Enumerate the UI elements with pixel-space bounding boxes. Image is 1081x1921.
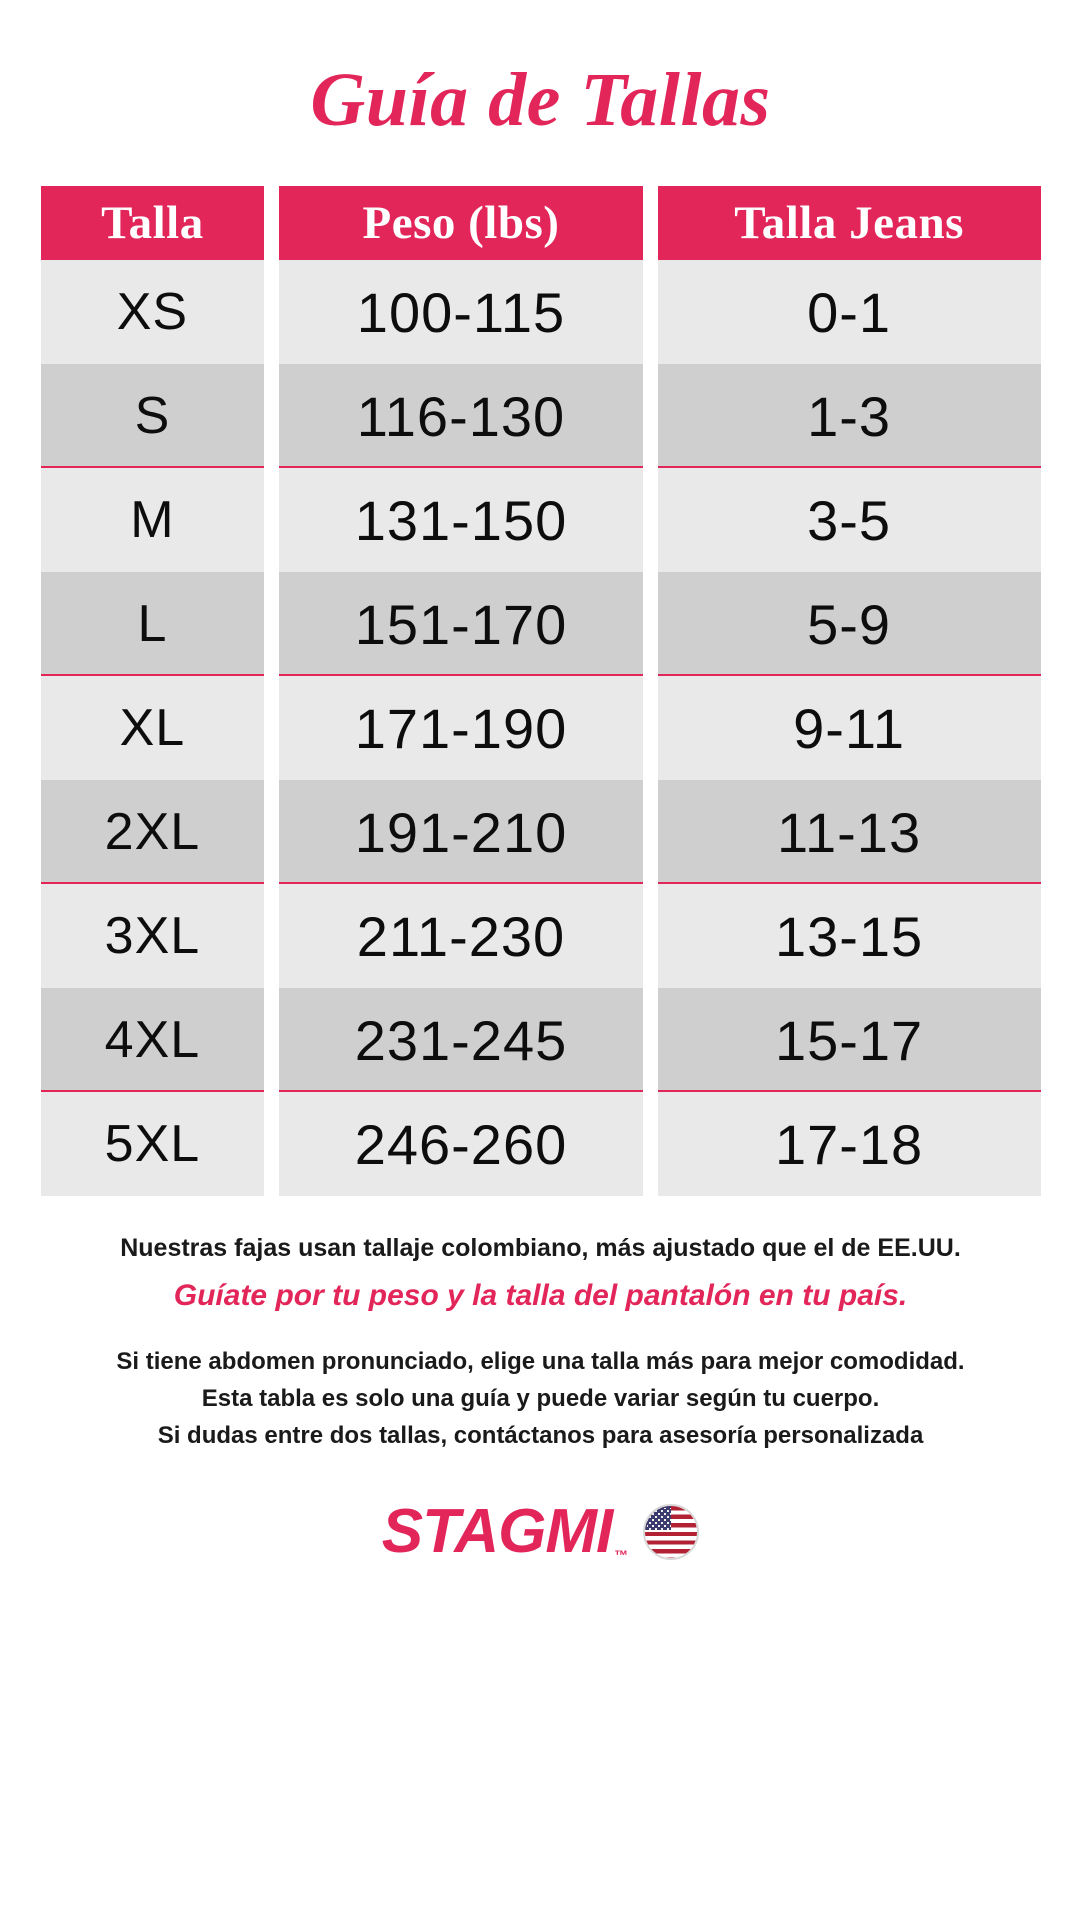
footer: [0, 1496, 1081, 1567]
note-variation: Esta tabla es solo una guía y puede variar según tu cuerpo.: [201, 1384, 880, 1412]
table-cell-jeans: 9-11: [658, 676, 1041, 780]
table-column-talla: [41, 186, 265, 1196]
column-header-peso: Peso (lbs): [279, 186, 642, 260]
table-cell-jeans: 5-9: [658, 572, 1041, 676]
column-header-talla: Talla: [41, 186, 265, 260]
table-cell-talla: S: [41, 364, 265, 468]
note-abdomen: Si tiene abdomen pronunciado, elige una talla más para mejor comodidad.: [116, 1347, 965, 1375]
table-cell-jeans: 3-5: [658, 468, 1041, 572]
note-details: [40, 1343, 1041, 1455]
table-cell-jeans: 0-1: [658, 260, 1041, 364]
table-cell-talla: L: [41, 572, 265, 676]
table-cell-peso: 211-230: [279, 884, 642, 988]
table-cell-jeans: 1-3: [658, 364, 1041, 468]
note-colombian-sizing: Nuestras fajas usan tallaje colombiano, más ajustado que el de EE.UU.: [120, 1234, 961, 1262]
table-cell-talla: 4XL: [41, 988, 265, 1092]
table-cell-peso: 171-190: [279, 676, 642, 780]
table-cell-peso: 116-130: [279, 364, 642, 468]
table-cell-talla: 5XL: [41, 1092, 265, 1196]
table-cell-jeans: 13-15: [658, 884, 1041, 988]
note-guide-highlight: Guíate por tu peso y la talla del pantalón en tu país.: [173, 1278, 908, 1312]
table-cell-talla: M: [41, 468, 265, 572]
table-cell-peso: 131-150: [279, 468, 642, 572]
table-cell-talla: 3XL: [41, 884, 265, 988]
table-cell-jeans: 17-18: [658, 1092, 1041, 1196]
table-cell-peso: 100-115: [279, 260, 642, 364]
table-cell-talla: XL: [41, 676, 265, 780]
size-table: [41, 186, 1041, 1196]
table-cell-peso: 151-170: [279, 572, 642, 676]
column-header-jeans: Talla Jeans: [658, 186, 1041, 260]
brand-name: STAGMI: [381, 1497, 613, 1567]
table-column-peso: [279, 186, 642, 1196]
brand-logo: [382, 1496, 626, 1567]
table-cell-peso: 191-210: [279, 780, 642, 884]
trademark-symbol: ™: [614, 1547, 628, 1564]
table-cell-talla: XS: [41, 260, 265, 364]
page-title: Guía de Tallas: [310, 58, 771, 142]
table-cell-jeans: 15-17: [658, 988, 1041, 1092]
usa-flag-icon: [643, 1504, 699, 1560]
table-column-jeans: [658, 186, 1041, 1196]
notes-section: [0, 1232, 1081, 1454]
table-cell-jeans: 11-13: [658, 780, 1041, 884]
table-cell-peso: 246-260: [279, 1092, 642, 1196]
table-cell-talla: 2XL: [41, 780, 265, 884]
table-cell-peso: 231-245: [279, 988, 642, 1092]
note-contact: Si dudas entre dos tallas, contáctanos para asesoría personalizada: [157, 1422, 924, 1450]
